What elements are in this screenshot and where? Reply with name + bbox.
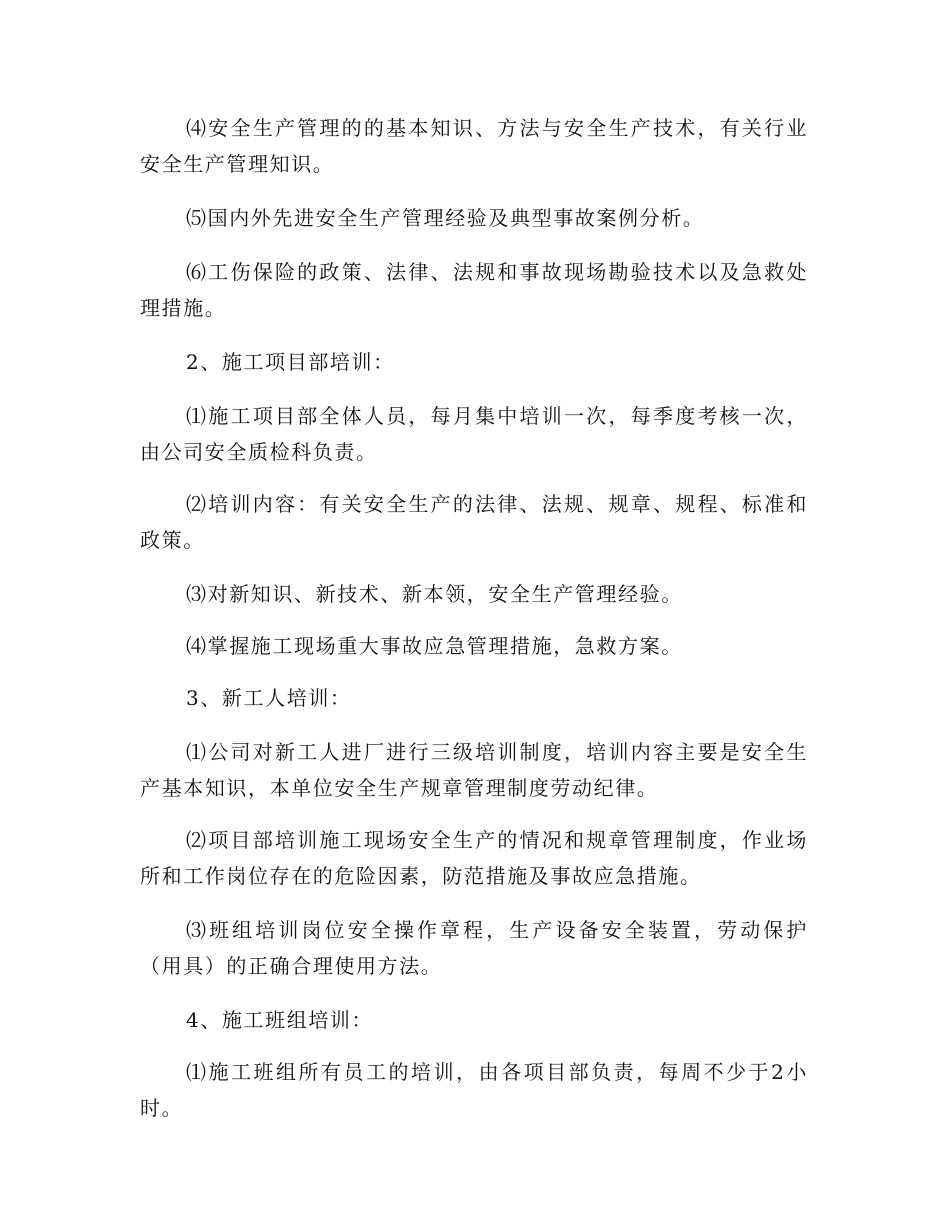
section-heading-new-worker-training: 3、新工人培训： [186, 686, 352, 710]
paragraph-item-4-safety-knowledge: ⑷安全生产管理的的基本知识、方法与安全生产技术，有关行业安全生产管理知识。 [140, 116, 808, 176]
section-heading-project-training: 2、施工项目部培训： [186, 350, 395, 374]
paragraph-project-item-4: ⑷掌握施工现场重大事故应急管理措施，急救方案。 [186, 634, 683, 658]
paragraph-project-item-1: ⑴施工项目部全体人员，每月集中培训一次，每季度考核一次，由公司安全质检科负责。 [140, 404, 808, 464]
paragraph-project-item-2: ⑵培训内容：有关安全生产的法律、法规、规章、规程、标准和政策。 [140, 492, 808, 552]
section-heading-team-training: 4、施工班组培训： [186, 1008, 374, 1032]
paragraph-new-worker-item-1: ⑴公司对新工人进厂进行三级培训制度，培训内容主要是安全生产基本知识，本单位安全生产规章管理制度劳动纪律。 [140, 740, 808, 800]
paragraph-item-5-experience: ⑸国内外先进安全生产管理经验及典型事故案例分析。 [186, 206, 705, 230]
paragraph-project-item-3: ⑶对新知识、新技术、新本领，安全生产管理经验。 [186, 582, 683, 606]
paragraph-team-item-1: ⑴施工班组所有员工的培训，由各项目部负责，每周不少于2小时。 [140, 1060, 808, 1120]
paragraph-new-worker-item-2: ⑵项目部培训施工现场安全生产的情况和规章管理制度，作业场所和工作岗位存在的危险因素，防范措施及事故应急措施。 [140, 828, 808, 888]
paragraph-item-6-insurance: ⑹工伤保险的政策、法律、法规和事故现场勘验技术以及急救处理措施。 [140, 260, 808, 320]
paragraph-new-worker-item-3: ⑶班组培训岗位安全操作章程，生产设备安全装置，劳动保护（用具）的正确合理使用方法。 [140, 918, 808, 978]
